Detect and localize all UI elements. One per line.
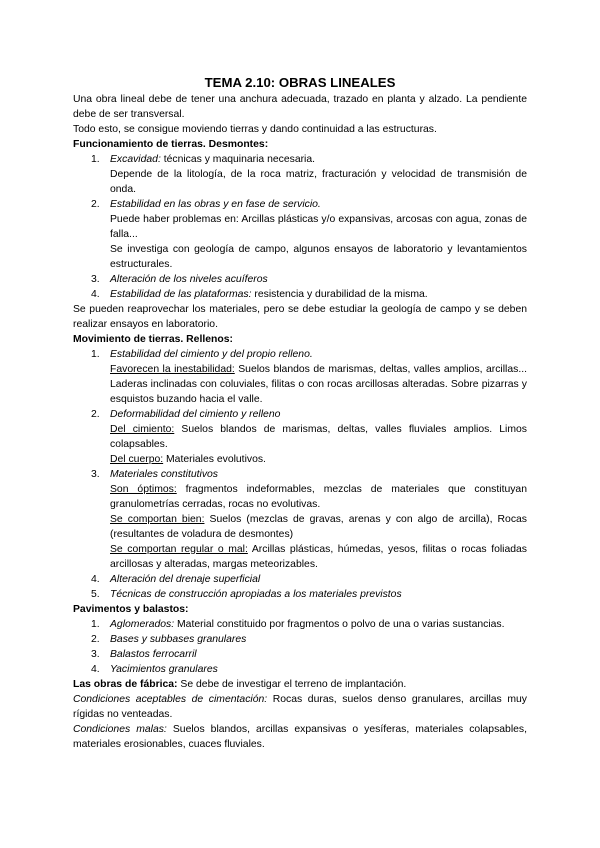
item-number: 4. [91, 664, 100, 675]
item-number: 3. [91, 649, 100, 660]
item-number: 2. [91, 199, 100, 210]
detail-text: Suelos (mezclas de gravas, arenas y con algo de arcilla), Rocas (resultantes de voladura de desmontes) [110, 514, 527, 540]
item-number: 5. [91, 589, 100, 600]
item-detail [73, 422, 527, 452]
item-title: Bases y subbases granulares [110, 634, 247, 645]
detail-text: Arcillas plásticas, húmedas, yesos, filitas o rocas foliadas arcillosas y alteradas, margas meteorizables. [110, 544, 528, 570]
item-detail: Depende de la litología, de la roca matriz, fracturación y velocidad de transmisión de onda. [110, 169, 527, 195]
desmontes-list [73, 152, 527, 302]
item-detail [73, 452, 527, 467]
item-text: Material constituido por fragmentos o polvo de una o varias sustancias. [174, 619, 505, 630]
fabrica-malas [73, 722, 527, 752]
detail-text: fragmentos indeformables, mezclas de materiales que constituyan granulometrías cerradas, rocas no evolutivas. [110, 484, 527, 510]
item-number: 1. [91, 619, 100, 630]
item-title: Yacimientos granulares [110, 664, 218, 675]
list-item [73, 572, 527, 587]
item-detail: Puede haber problemas en: Arcillas plásticas y/o expansivas, arcosas con agua, zonas de falla... [110, 214, 527, 240]
detail-text: Suelos blandos de marismas, deltas, valles amplios, arcillas... Laderas inclinadas con coluviales, filitas o con rocas arcillosas alteradas. Sobre pizarras y esquistos buzando hacia el valle. [110, 364, 527, 405]
section-heading-rellenos: Movimiento de tierras. Rellenos: [73, 334, 233, 345]
list-item [73, 287, 527, 302]
list-item [73, 587, 527, 602]
section-heading-fabrica: Las obras de fábrica: [73, 679, 178, 690]
item-number: 2. [91, 634, 100, 645]
item-number: 3. [91, 469, 100, 480]
item-title: Balastos ferrocarril [110, 649, 197, 660]
list-item [73, 197, 527, 212]
item-title: Estabilidad de las plataformas: [110, 289, 252, 300]
item-detail: Se investiga con geología de campo, algunos ensayos de laboratorio y levantamientos estructurales. [110, 244, 527, 270]
document-body [73, 74, 527, 752]
list-item [73, 152, 527, 167]
malas-label: Condiciones malas: [73, 724, 167, 735]
list-item [73, 662, 527, 677]
list-item [73, 617, 527, 632]
detail-label: Del cimiento: [110, 424, 175, 435]
item-number: 1. [91, 154, 100, 165]
fabrica-text: Se debe de investigar el terreno de implantación. [177, 679, 407, 690]
detail-label: Son óptimos: [110, 484, 177, 495]
detail-text: Suelos blandos de marismas, deltas, valles fluviales amplios. Limos colapsables. [110, 424, 527, 450]
rellenos-list [73, 347, 527, 602]
intro-paragraph: Todo esto, se consigue moviendo tierras y dando continuidad a las estructuras. [73, 124, 437, 135]
item-number: 2. [91, 409, 100, 420]
fabrica-aceptables [73, 692, 527, 722]
item-title: Alteración del drenaje superficial [110, 574, 261, 585]
desmontes-note: Se pueden reaprovechar los materiales, pero se debe estudiar la geología de campo y se deben realizar ensayos en laboratorio. [73, 304, 527, 330]
detail-label: Se comportan regular o mal: [110, 544, 248, 555]
section-heading-pavimentos: Pavimentos y balastos: [73, 604, 189, 615]
item-detail [73, 482, 527, 512]
item-title: Materiales constitutivos [110, 469, 218, 480]
item-number: 4. [91, 574, 100, 585]
item-text: técnicas y maquinaria necesaria. [160, 154, 316, 165]
item-title: Excavidad: [110, 154, 161, 165]
detail-text: Materiales evolutivos. [163, 454, 266, 465]
item-title: Estabilidad del cimiento y del propio relleno. [110, 349, 313, 360]
page-title: TEMA 2.10: OBRAS LINEALES [204, 75, 396, 90]
detail-label: Del cuerpo: [110, 454, 164, 465]
item-number: 3. [91, 274, 100, 285]
intro-paragraph: Una obra lineal debe de tener una anchura adecuada, trazado en planta y alzado. La pendiente debe de ser transversal. [73, 94, 527, 120]
aceptables-text: Rocas duras, suelos denso granulares, arcillas muy rígidas no venteadas. [73, 694, 527, 720]
item-detail [73, 542, 527, 572]
item-number: 4. [91, 289, 100, 300]
list-item [73, 647, 527, 662]
malas-text: Suelos blandos, arcillas expansivas o yesíferas, materiales colapsables, materiales erosionables, cuaces fluviales. [73, 724, 527, 750]
item-detail [73, 512, 527, 542]
item-text: resistencia y durabilidad de la misma. [251, 289, 428, 300]
fabrica-paragraph [73, 677, 527, 692]
list-item [73, 347, 527, 362]
item-title: Aglomerados: [110, 619, 175, 630]
item-title: Alteración de los niveles acuíferos [110, 274, 268, 285]
detail-label: Se comportan bien: [110, 514, 205, 525]
item-number: 1. [91, 349, 100, 360]
item-title: Técnicas de construcción apropiadas a los materiales previstos [110, 589, 402, 600]
item-detail [73, 362, 527, 407]
item-title: Estabilidad en las obras y en fase de servicio. [110, 199, 321, 210]
list-item [73, 632, 527, 647]
detail-label: Favorecen la inestabilidad: [110, 364, 235, 375]
list-item [73, 407, 527, 422]
list-item [73, 272, 527, 287]
list-item [73, 467, 527, 482]
section-heading-desmontes: Funcionamiento de tierras. Desmontes: [73, 139, 269, 150]
pavimentos-list [73, 617, 527, 677]
aceptables-label: Condiciones aceptables de cimentación: [73, 694, 268, 705]
item-title: Deformabilidad del cimiento y relleno [110, 409, 281, 420]
